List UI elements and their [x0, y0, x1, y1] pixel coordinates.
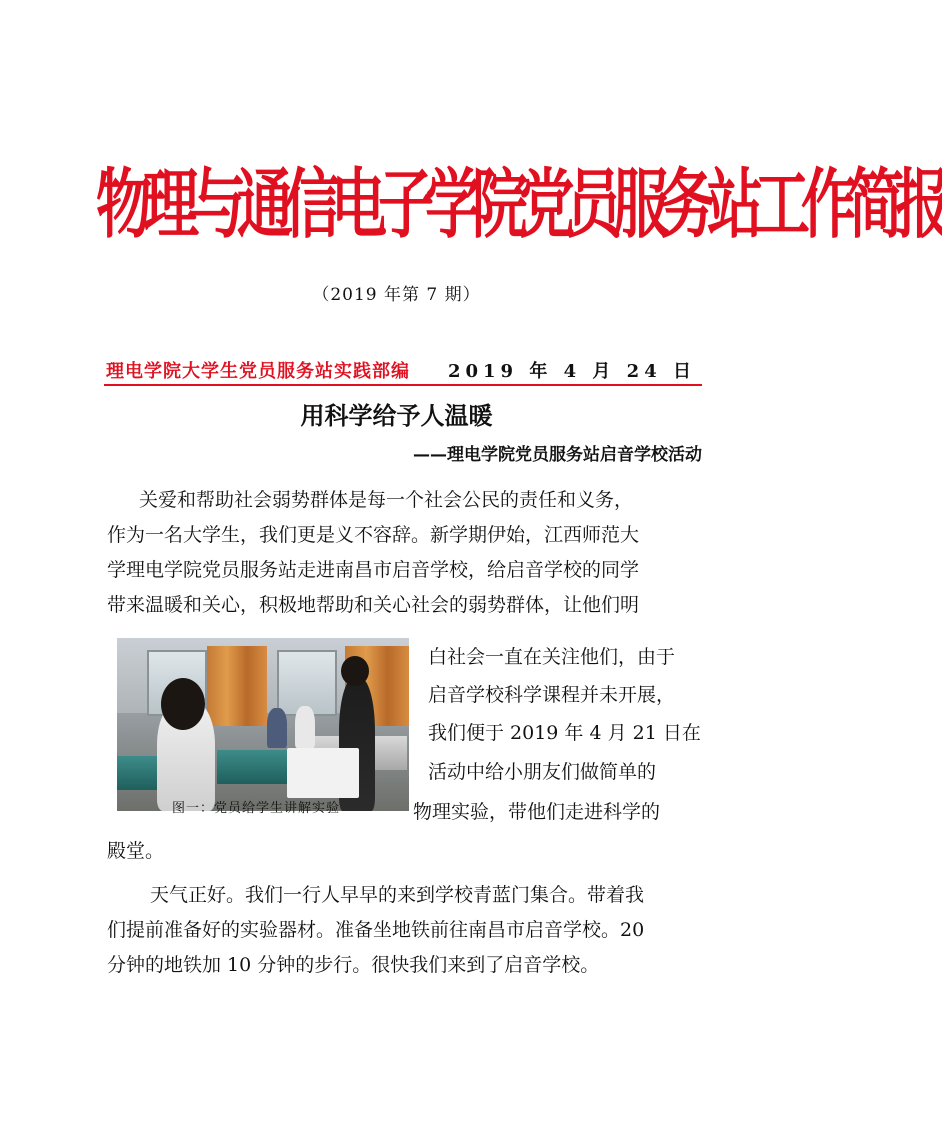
- paragraph-line: 活动中给小朋友们做简单的: [428, 761, 657, 783]
- article-title: 用科学给予人温暖: [300, 402, 493, 430]
- paragraph-line: 带来温暖和关心，积极地帮助和关心社会的弱势群体，让他们明: [107, 594, 640, 616]
- paragraph-line: 们提前准备好的实验器材。准备坐地铁前往南昌市启音学校。20: [107, 919, 645, 941]
- publish-date: 2019 年 4 月 24 日: [447, 361, 696, 382]
- paragraph-line: 殿堂。: [107, 840, 165, 862]
- classroom-photo: [117, 638, 409, 811]
- article-subtitle: ——理电学院党员服务站启音学校活动: [413, 445, 702, 465]
- paragraph-line: 作为一名大学生，我们更是义不容辞。新学期伊始，江西师范大: [107, 524, 640, 546]
- masthead-title: 物理与通信电子学院党员服务站工作简报: [96, 161, 942, 250]
- paragraph-line: 分钟的地铁加 10 分钟的步行。很快我们来到了启音学校。: [107, 954, 600, 976]
- paragraph-line: 启音学校科学课程并未开展，: [428, 684, 676, 706]
- paragraph-line: 关爱和帮助社会弱势群体是每一个社会公民的责任和义务，: [139, 489, 634, 511]
- paragraph-line: 我们便于 2019 年 4 月 21 日在: [428, 722, 701, 744]
- paragraph-line: 白社会一直在关注他们，由于: [428, 646, 676, 668]
- issue-number: （2019 年第 7 期）: [312, 285, 481, 305]
- red-divider: [104, 384, 702, 386]
- paragraph-line: 天气正好。我们一行人早早的来到学校青蓝门集合。带着我: [150, 884, 645, 906]
- paragraph-line: 学理电学院党员服务站走进南昌市启音学校，给启音学校的同学: [107, 559, 640, 581]
- editor-credit: 理电学院大学生党员服务站实践部编: [106, 361, 410, 382]
- paragraph-line: 物理实验，带他们走进科学的: [413, 801, 661, 823]
- figure-caption: 图一：党员给学生讲解实验: [172, 801, 341, 816]
